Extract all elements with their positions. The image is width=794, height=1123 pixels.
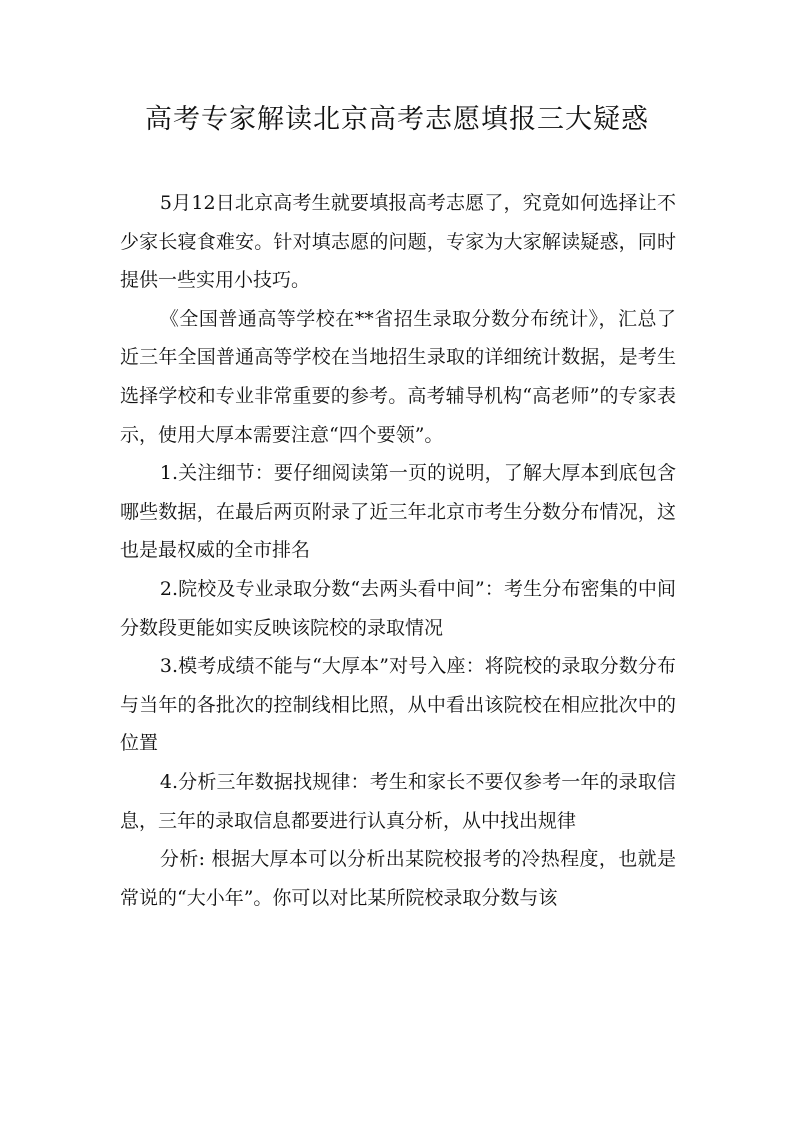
paragraph-tip-2: 2.院校及专业录取分数“去两头看中间”：考生分布密集的中间分数段更能如实反映该院校的录取情况 [120, 577, 676, 639]
paragraph-analysis: 分析: 根据大厚本可以分析出某院校报考的冷热程度，也就是常说的“大小年”。你可以对比某所院校录取分数与该 [120, 848, 676, 909]
paragraph-tip-3: 3.模考成绩不能与“大厚本”对号入座：将院校的录取分数分布与当年的各批次的控制线相比照，从中看出该院校在相应批次中的位置 [120, 655, 676, 755]
paragraph-intro: 5月12日北京高考生就要填报高考志愿了，究竟如何选择让不少家长寝食难安。针对填志愿的问题，专家为大家解读疑惑，同时提供一些实用小技巧。 [120, 192, 676, 292]
paragraph-tip-4: 4.分析三年数据找规律：考生和家长不要仅参考一年的录取信息，三年的录取信息都要进行认真分析，从中找出规律 [120, 770, 676, 832]
paragraph-statistics-book: 《全国普通高等学校在**省招生录取分数分布统计》，汇总了近三年全国普通高等学校在当地招生录取的详细统计数据，是考生选择学校和专业非常重要的参考。高考辅导机构“高老师”的专家表示，使用大厚本需要注意“四个要领”。 [120, 307, 676, 446]
paragraph-tip-1: 1.关注细节：要仔细阅读第一页的说明，了解大厚本到底包含哪些数据，在最后两页附录了近三年北京市考生分数分布情况，这也是最权威的全市排名 [120, 462, 676, 562]
document-title: 高考专家解读北京高考志愿填报三大疑惑 [145, 104, 649, 135]
document-body [120, 184, 676, 917]
